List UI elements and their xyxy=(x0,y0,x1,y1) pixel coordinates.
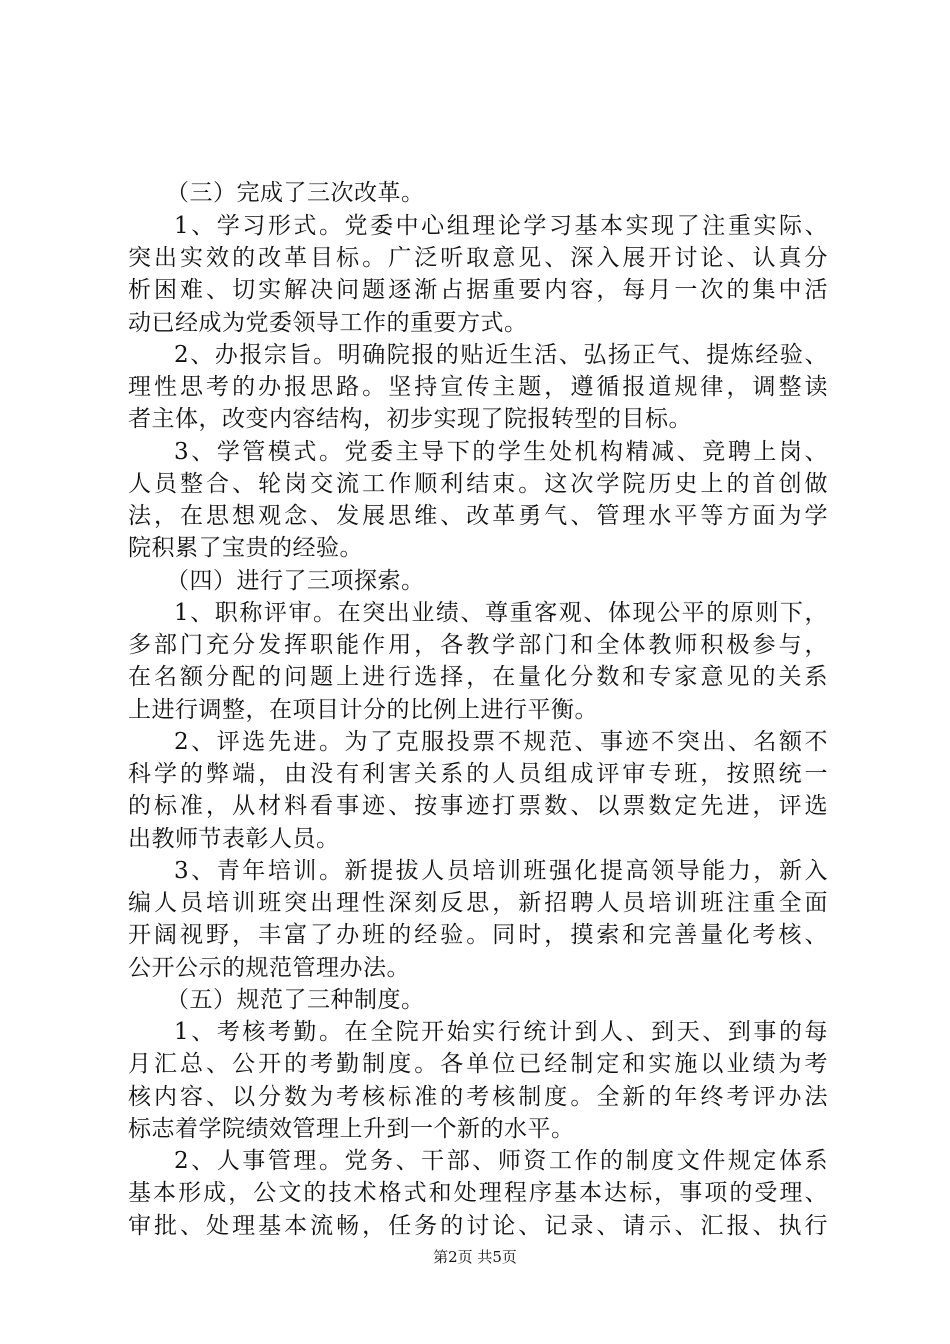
paragraph-line: 者主体，改变内容结构，初步实现了院报转型的目标。 xyxy=(128,406,692,432)
paragraph-line: 2、人事管理。党务、干部、师资工作的制度文件规定体系 xyxy=(174,1148,828,1174)
paragraph-line: 3、青年培训。新提拔人员培训班强化提高领导能力，新入 xyxy=(174,858,828,884)
paragraph-line: 出教师节表彰人员。 xyxy=(128,826,340,852)
section-heading: （五）规范了三种制度。 xyxy=(166,987,425,1013)
paragraph-line: 核内容、以分数为考核标准的考核制度。全新的年终考评办法 xyxy=(128,1084,828,1110)
paragraph-line: 基本形成，公文的技术格式和处理程序基本达标，事项的受理、 xyxy=(128,1180,828,1206)
paragraph-line: 院积累了宝贵的经验。 xyxy=(128,535,363,561)
paragraph-line: 理性思考的办报思路。坚持宣传主题，遵循报道规律，调整读 xyxy=(128,374,828,400)
paragraph-line: 法，在思想观念、发展思维、改革勇气、管理水平等方面为学 xyxy=(128,503,828,529)
paragraph-line: 2、评选先进。为了克服投票不规范、事迹不突出、名额不 xyxy=(174,729,828,755)
paragraph-line: 1、学习形式。党委中心组理论学习基本实现了注重实际、 xyxy=(174,213,828,239)
paragraph-line: 突出实效的改革目标。广泛听取意见、深入展开讨论、认真分 xyxy=(128,245,828,271)
paragraph-line: 开阔视野，丰富了办班的经验。同时，摸索和完善量化考核、 xyxy=(128,922,828,948)
paragraph-line: 1、职称评审。在突出业绩、尊重客观、体现公平的原则下， xyxy=(174,600,828,626)
paragraph-line: 的标准，从材料看事迹、按事迹打票数、以票数定先进，评选 xyxy=(128,793,828,819)
paragraph-line: 3、学管模式。党委主导下的学生处机构精减、竞聘上岗、 xyxy=(174,439,828,465)
paragraph-line: 人员整合、轮岗交流工作顺利结束。这次学院历史上的首创做 xyxy=(128,471,828,497)
section-heading: （三）完成了三次改革。 xyxy=(166,180,425,206)
paragraph-line: 动已经成为党委领导工作的重要方式。 xyxy=(128,310,528,336)
paragraph-line: 审批、处理基本流畅，任务的讨论、记录、请示、汇报、执行 xyxy=(128,1213,828,1239)
paragraph-line: 科学的弊端，由没有利害关系的人员组成评审专班，按照统一 xyxy=(128,761,828,787)
paragraph-line: 月汇总、公开的考勤制度。各单位已经制定和实施以业绩为考 xyxy=(128,1051,828,1077)
paragraph-line: 在名额分配的问题上进行选择，在量化分数和专家意见的关系 xyxy=(128,664,828,690)
paragraph-line: 1、考核考勤。在全院开始实行统计到人、到天、到事的每 xyxy=(174,1019,828,1045)
paragraph-line: 上进行调整，在项目计分的比例上进行平衡。 xyxy=(128,697,598,723)
paragraph-line: 2、办报宗旨。明确院报的贴近生活、弘扬正气、提炼经验、 xyxy=(174,342,828,368)
paragraph-line: 公开公示的规范管理办法。 xyxy=(128,955,410,981)
paragraph-line: 析困难、切实解决问题逐渐占据重要内容，每月一次的集中活 xyxy=(128,277,828,303)
page-number-footer: 第2页 共5页 xyxy=(433,1248,517,1266)
section-heading: （四）进行了三项探索。 xyxy=(166,568,425,594)
paragraph-line: 标志着学院绩效管理上升到一个新的水平。 xyxy=(128,1116,575,1142)
paragraph-line: 编人员培训班突出理性深刻反思，新招聘人员培训班注重全面 xyxy=(128,890,828,916)
paragraph-line: 多部门充分发挥职能作用，各教学部门和全体教师积极参与， xyxy=(128,632,828,658)
